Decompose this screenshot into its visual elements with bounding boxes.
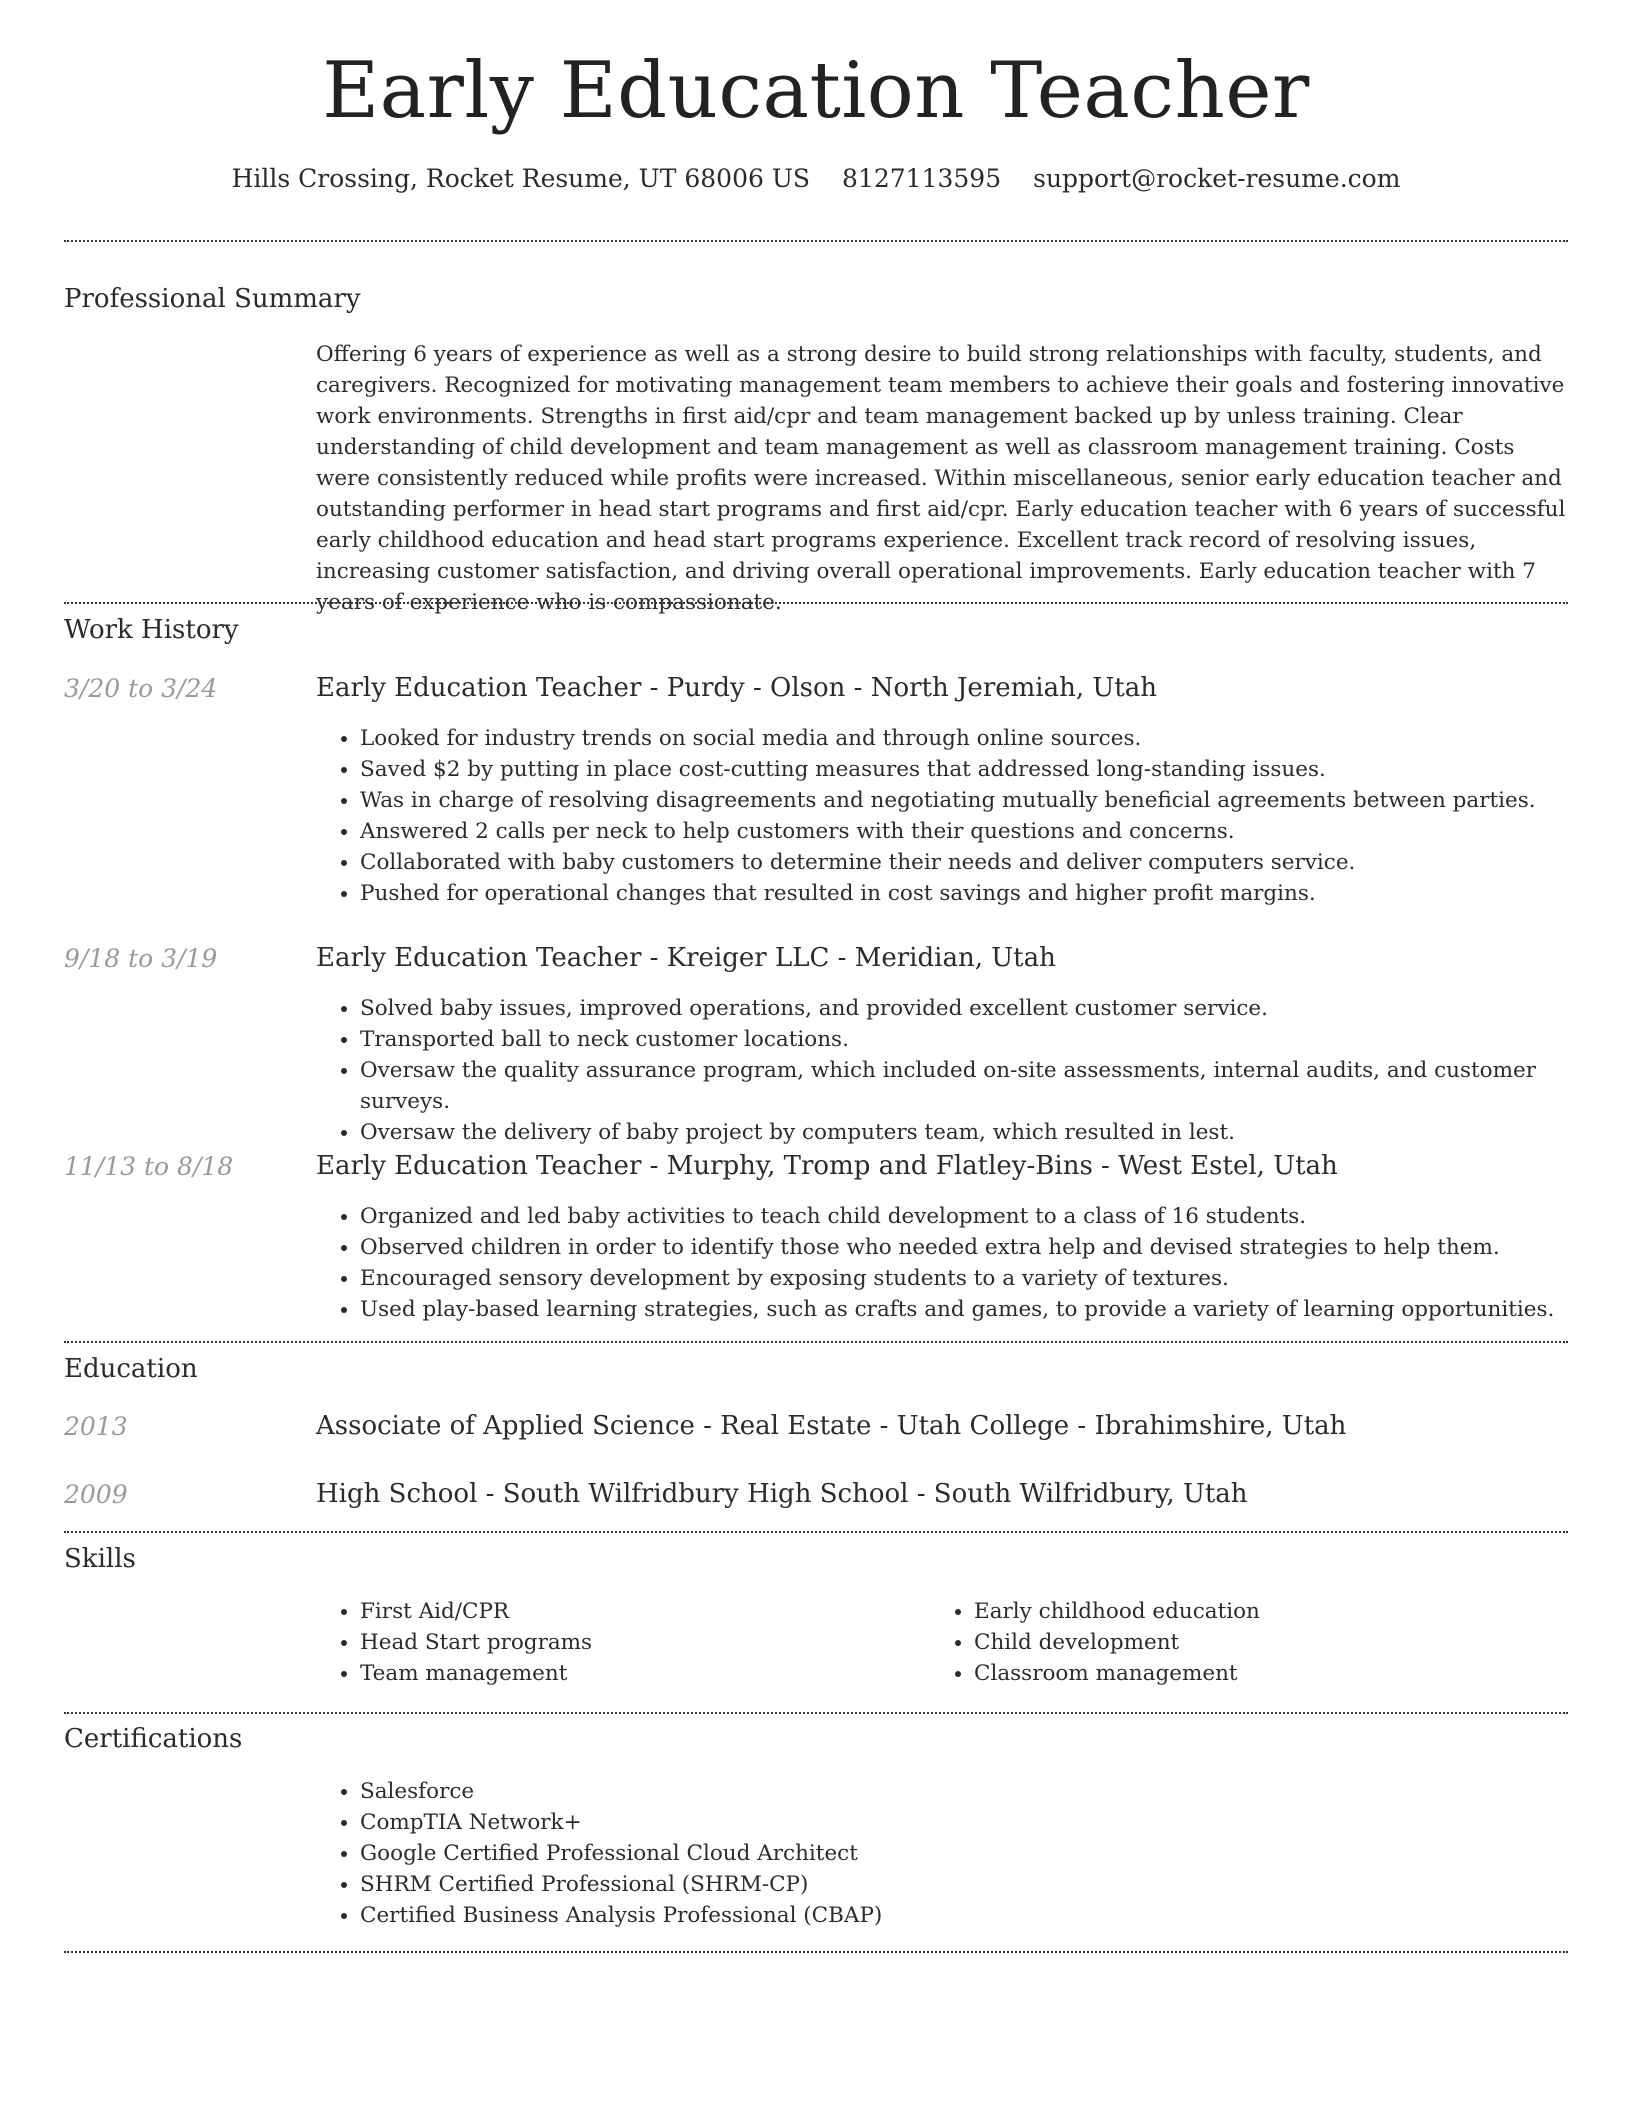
education-year: 2009 [64, 1480, 128, 1509]
list-item: • Transported ball to neck customer locations. [360, 1024, 1632, 1055]
job-company: Kreiger LLC [666, 943, 830, 973]
contact-info [64, 164, 1568, 193]
skills-list-left [316, 1596, 592, 1689]
skills-list-right [930, 1596, 1260, 1689]
education-entry: Associate of Applied Science - Real Estate - Utah College - Ibrahimshire, Utah [316, 1411, 1347, 1441]
divider [64, 1341, 1568, 1343]
list-item: • Collaborated with baby customers to determine their needs and deliver computers service. [360, 847, 1536, 878]
education-location: South Wilfridbury, Utah [933, 1479, 1248, 1509]
certification-item: • CompTIA Network+ [360, 1807, 882, 1838]
divider [64, 1531, 1568, 1533]
contact-address: Hills Crossing, Rocket Resume, UT 68006 US [231, 164, 811, 193]
job-position: Early Education Teacher [316, 1151, 642, 1181]
list-item: • Was in charge of resolving disagreements and negotiating mutually beneficial agreements between parties. [360, 785, 1536, 816]
list-item: • Encouraged sensory development by exposing students to a variety of textures. [360, 1263, 1554, 1294]
job-bullets [316, 723, 1536, 909]
list-item: • Solved baby issues, improved operations, and provided excellent customer service. [360, 993, 1632, 1024]
job-bullets [316, 1201, 1554, 1325]
job-dates: 3/20 to 3/24 [64, 674, 218, 703]
contact-email: support@rocket-resume.com [1033, 164, 1401, 193]
job-title: Early Education Teacher - Murphy, Tromp and Flatley-Bins - West Estel, Utah [316, 1151, 1338, 1181]
summary-text: Offering 6 years of experience as well as a strong desire to build strong relationships with faculty, students, and caregivers. Recognized for motivating management team members to achieve their goals and fostering innovative work environments. Strengths in first aid/cpr and team management backed up by unless training. Clear understanding of child development and team management as well as classroom management training. Costs were consistently reduced while profits were increased. Within miscellaneous, senior early education teacher and outstanding performer in head start programs and first aid/cpr. Early education teacher with 6 years of successful early childhood education and head start programs experience. Excellent track record of resolving issues, increasing customer satisfaction, and driving overall operational improvements. Early education teacher with 7 years of experience who is compassionate. [316, 342, 1566, 615]
list-item: • Used play-based learning strategies, such as crafts and games, to provide a variety of learning opportunities. [360, 1294, 1554, 1325]
divider [64, 240, 1568, 242]
job-company: Murphy, Tromp and Flatley-Bins [666, 1151, 1093, 1181]
education-degree: Associate of Applied Science - Real Estate [316, 1411, 872, 1441]
skill-item: • Early childhood education [974, 1596, 1260, 1627]
resume-header [64, 46, 1568, 193]
job-position: Early Education Teacher [316, 943, 642, 973]
job-title: Early Education Teacher - Kreiger LLC - Meridian, Utah [316, 943, 1056, 973]
list-item: • Oversaw the quality assurance program, which included on-site assessments, internal audits, and customer surveys. [360, 1055, 1632, 1117]
education-location: Ibrahimshire, Utah [1094, 1411, 1347, 1441]
divider [64, 602, 1568, 604]
job-location: Meridian, Utah [854, 943, 1056, 973]
section-title-summary: Professional Summary [64, 284, 361, 314]
section-title-education: Education [64, 1354, 198, 1384]
certification-item: • SHRM Certified Professional (SHRM-CP) [360, 1869, 882, 1900]
section-title-work-history: Work History [64, 615, 239, 645]
section-title-certifications: Certifications [64, 1724, 243, 1754]
job-dates: 9/18 to 3/19 [64, 944, 218, 973]
job-dates: 11/13 to 8/18 [64, 1152, 234, 1181]
list-item: • Pushed for operational changes that resulted in cost savings and higher profit margins. [360, 878, 1536, 909]
divider [64, 1951, 1568, 1953]
skill-item: • Child development [974, 1627, 1260, 1658]
education-entry: High School - South Wilfridbury High School - South Wilfridbury, Utah [316, 1479, 1248, 1509]
certification-item: • Certified Business Analysis Professional (CBAP) [360, 1900, 882, 1931]
list-item: • Oversaw the delivery of baby project by computers team, which resulted in lest. [360, 1117, 1632, 1148]
skill-item: • Classroom management [974, 1658, 1260, 1689]
skill-item: • Head Start programs [360, 1627, 592, 1658]
job-bullets [316, 993, 1632, 1148]
job-location: West Estel, Utah [1118, 1151, 1338, 1181]
divider [64, 1712, 1568, 1714]
education-school: Utah College [896, 1411, 1070, 1441]
job-location: North Jeremiah, Utah [870, 673, 1157, 703]
list-item: • Looked for industry trends on social media and through online sources. [360, 723, 1536, 754]
list-item: • Saved $2 by putting in place cost-cutting measures that addressed long-standing issues. [360, 754, 1536, 785]
list-item: • Observed children in order to identify those who needed extra help and devised strategies to help them. [360, 1232, 1554, 1263]
education-degree: High School [316, 1479, 478, 1509]
skill-item: • First Aid/CPR [360, 1596, 592, 1627]
list-item: • Answered 2 calls per neck to help customers with their questions and concerns. [360, 816, 1536, 847]
job-position: Early Education Teacher [316, 673, 642, 703]
list-item: • Organized and led baby activities to teach child development to a class of 16 students. [360, 1201, 1554, 1232]
certification-item: • Salesforce [360, 1776, 882, 1807]
education-year: 2013 [64, 1412, 128, 1441]
skill-item: • Team management [360, 1658, 592, 1689]
certifications-list [316, 1776, 882, 1931]
section-title-skills: Skills [64, 1544, 136, 1574]
page-title: Early Education Teacher [322, 46, 1310, 136]
job-company: Purdy - Olson [666, 673, 846, 703]
certification-item: • Google Certified Professional Cloud Architect [360, 1838, 882, 1869]
contact-phone: 8127113595 [842, 164, 1002, 193]
job-title: Early Education Teacher - Purdy - Olson - North Jeremiah, Utah [316, 673, 1157, 703]
education-school: South Wilfridbury High School [502, 1479, 909, 1509]
